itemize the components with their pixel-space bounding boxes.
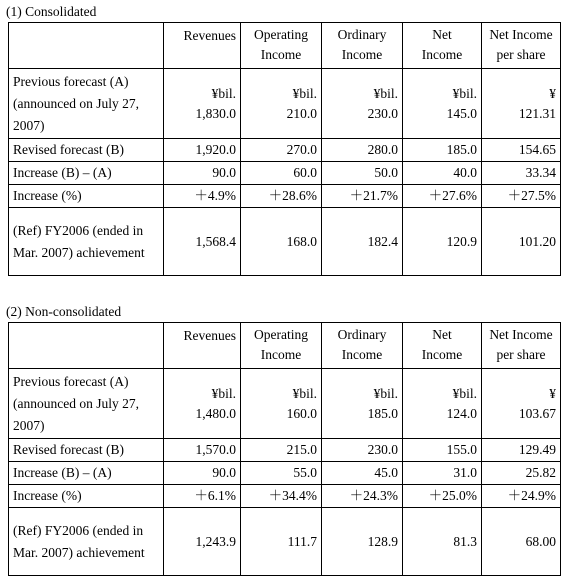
cell-net bbox=[403, 369, 482, 439]
cell-eps: ＋27.5% bbox=[482, 185, 561, 208]
header-ordinary-income bbox=[322, 23, 403, 69]
unit-label: ¥bil. bbox=[292, 385, 317, 401]
row-label: Increase (B) – (A) bbox=[9, 462, 164, 485]
header-net-line2: Income bbox=[421, 347, 463, 362]
header-net-line1: Net bbox=[432, 27, 452, 42]
unit-label: ¥ bbox=[549, 85, 556, 101]
unit-label: ¥bil. bbox=[373, 385, 398, 401]
row-label: Increase (%) bbox=[9, 485, 164, 508]
header-eps-line1: Net Income bbox=[489, 327, 553, 342]
cell-net: 120.9 bbox=[403, 208, 482, 276]
cell-net: ＋27.6% bbox=[403, 185, 482, 208]
header-net-line2: Income bbox=[421, 47, 463, 62]
cell-operating: 168.0 bbox=[241, 208, 322, 276]
row-label: Increase (%) bbox=[9, 185, 164, 208]
cell-eps: ＋24.9% bbox=[482, 485, 561, 508]
consolidated-table bbox=[8, 22, 561, 276]
row-previous-forecast bbox=[9, 69, 561, 139]
cell-revenues bbox=[164, 369, 241, 439]
header-blank bbox=[9, 323, 164, 369]
cell-ordinary: ＋24.3% bbox=[322, 485, 403, 508]
unit-label: ¥bil. bbox=[292, 85, 317, 101]
value: 230.0 bbox=[367, 105, 398, 121]
header-operating-line1: Operating bbox=[254, 327, 308, 342]
header-operating-line1: Operating bbox=[254, 27, 308, 42]
cell-revenues: ＋4.9% bbox=[164, 185, 241, 208]
header-eps bbox=[482, 323, 561, 369]
cell-eps: 101.20 bbox=[482, 208, 561, 276]
cell-operating: 270.0 bbox=[241, 139, 322, 162]
row-label: Increase (B) – (A) bbox=[9, 162, 164, 185]
unit-label: ¥bil. bbox=[373, 85, 398, 101]
header-ordinary-line2: Income bbox=[341, 347, 383, 362]
cell-revenues bbox=[164, 69, 241, 139]
header-net-income bbox=[403, 23, 482, 69]
row-revised-forecast bbox=[9, 139, 561, 162]
cell-eps: 68.00 bbox=[482, 508, 561, 576]
nonconsolidated-table bbox=[8, 322, 561, 576]
row-increase bbox=[9, 462, 561, 485]
header-row bbox=[9, 23, 561, 69]
unit-label: ¥bil. bbox=[452, 385, 477, 401]
section-title-consolidated: (1) Consolidated bbox=[6, 4, 97, 19]
cell-revenues: 1,570.0 bbox=[164, 439, 241, 462]
header-operating-income bbox=[241, 323, 322, 369]
row-previous-forecast bbox=[9, 369, 561, 439]
cell-ordinary: 230.0 bbox=[322, 439, 403, 462]
cell-eps: 25.82 bbox=[482, 462, 561, 485]
unit-label: ¥bil. bbox=[452, 85, 477, 101]
cell-operating bbox=[241, 369, 322, 439]
header-revenues bbox=[164, 23, 241, 69]
value: 210.0 bbox=[286, 105, 317, 121]
row-reference-fy2006 bbox=[9, 508, 561, 576]
cell-net: 40.0 bbox=[403, 162, 482, 185]
header-ordinary-line1: Ordinary bbox=[337, 327, 387, 342]
unit-label: ¥ bbox=[549, 385, 556, 401]
unit-label: ¥bil. bbox=[211, 85, 236, 101]
cell-operating: 215.0 bbox=[241, 439, 322, 462]
value: 103.67 bbox=[518, 405, 556, 421]
header-eps-line2: per share bbox=[496, 47, 546, 62]
header-eps-line2: per share bbox=[496, 347, 546, 362]
cell-revenues: 1,243.9 bbox=[164, 508, 241, 576]
value: 124.0 bbox=[446, 405, 477, 421]
header-net-income bbox=[403, 323, 482, 369]
cell-eps bbox=[482, 369, 561, 439]
header-operating-income bbox=[241, 23, 322, 69]
cell-eps: 129.49 bbox=[482, 439, 561, 462]
unit-label: ¥bil. bbox=[211, 385, 236, 401]
cell-operating: ＋28.6% bbox=[241, 185, 322, 208]
cell-net: 185.0 bbox=[403, 139, 482, 162]
row-revised-forecast bbox=[9, 439, 561, 462]
cell-revenues: 90.0 bbox=[164, 162, 241, 185]
cell-net bbox=[403, 69, 482, 139]
cell-eps bbox=[482, 69, 561, 139]
header-eps bbox=[482, 23, 561, 69]
header-ordinary-income bbox=[322, 323, 403, 369]
row-label: Revised forecast (B) bbox=[9, 139, 164, 162]
header-net-line1: Net bbox=[432, 327, 452, 342]
row-label: Previous forecast (A) (announced on July 27, 2007) bbox=[9, 369, 164, 439]
cell-net: 155.0 bbox=[403, 439, 482, 462]
section-title-nonconsolidated: (2) Non-consolidated bbox=[6, 304, 122, 319]
header-eps-line1: Net Income bbox=[489, 27, 553, 42]
cell-net: 81.3 bbox=[403, 508, 482, 576]
value: 185.0 bbox=[367, 405, 398, 421]
cell-eps: 33.34 bbox=[482, 162, 561, 185]
cell-ordinary: 280.0 bbox=[322, 139, 403, 162]
cell-revenues: 90.0 bbox=[164, 462, 241, 485]
header-operating-line2: Income bbox=[260, 47, 302, 62]
header-ordinary-line1: Ordinary bbox=[337, 27, 387, 42]
cell-operating: ＋34.4% bbox=[241, 485, 322, 508]
cell-ordinary: 50.0 bbox=[322, 162, 403, 185]
header-revenues bbox=[164, 323, 241, 369]
cell-revenues: 1,568.4 bbox=[164, 208, 241, 276]
row-label: Revised forecast (B) bbox=[9, 439, 164, 462]
header-revenues-text: Revenues bbox=[183, 328, 236, 343]
cell-ordinary: ＋21.7% bbox=[322, 185, 403, 208]
header-operating-line2: Income bbox=[260, 347, 302, 362]
cell-ordinary: 182.4 bbox=[322, 208, 403, 276]
cell-eps: 154.65 bbox=[482, 139, 561, 162]
value: 1,480.0 bbox=[195, 405, 236, 421]
header-revenues-text: Revenues bbox=[183, 28, 236, 43]
cell-ordinary bbox=[322, 69, 403, 139]
cell-revenues: 1,920.0 bbox=[164, 139, 241, 162]
row-label: Previous forecast (A) (announced on July 27, 2007) bbox=[9, 69, 164, 139]
header-row bbox=[9, 323, 561, 369]
cell-net: 31.0 bbox=[403, 462, 482, 485]
row-label: (Ref) FY2006 (ended in Mar. 2007) achievement bbox=[9, 208, 164, 276]
cell-ordinary bbox=[322, 369, 403, 439]
row-increase-percent bbox=[9, 185, 561, 208]
cell-ordinary: 45.0 bbox=[322, 462, 403, 485]
value: 121.31 bbox=[518, 105, 556, 121]
cell-operating: 60.0 bbox=[241, 162, 322, 185]
row-increase-percent bbox=[9, 485, 561, 508]
cell-operating: 55.0 bbox=[241, 462, 322, 485]
cell-operating: 111.7 bbox=[241, 508, 322, 576]
cell-ordinary: 128.9 bbox=[322, 508, 403, 576]
value: 1,830.0 bbox=[195, 105, 236, 121]
row-increase bbox=[9, 162, 561, 185]
value: 145.0 bbox=[446, 105, 477, 121]
value: 160.0 bbox=[286, 405, 317, 421]
cell-net: ＋25.0% bbox=[403, 485, 482, 508]
cell-operating bbox=[241, 69, 322, 139]
cell-revenues: ＋6.1% bbox=[164, 485, 241, 508]
row-label: (Ref) FY2006 (ended in Mar. 2007) achievement bbox=[9, 508, 164, 576]
row-reference-fy2006 bbox=[9, 208, 561, 276]
header-ordinary-line2: Income bbox=[341, 47, 383, 62]
header-blank bbox=[9, 23, 164, 69]
